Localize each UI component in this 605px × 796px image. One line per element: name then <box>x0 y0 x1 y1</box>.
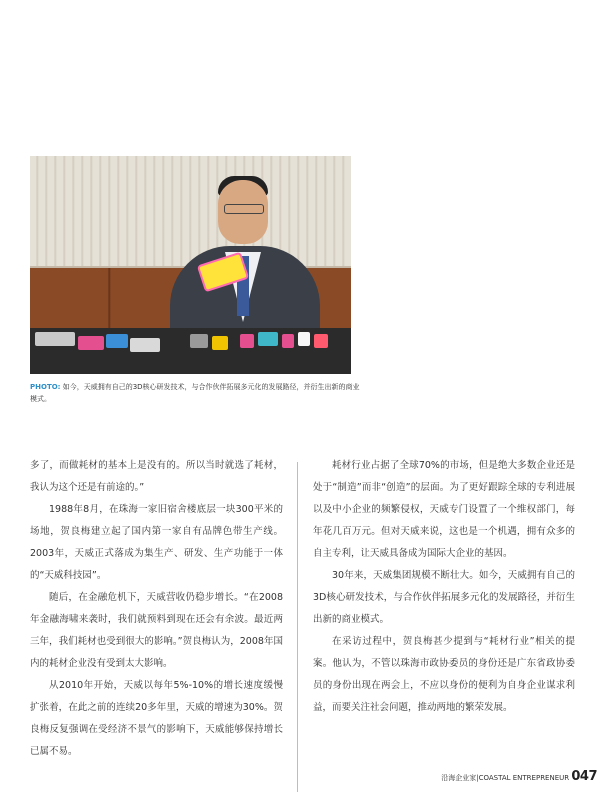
window-blinds <box>30 156 351 266</box>
portrait-photo <box>30 156 351 374</box>
caption-text: 如今，天威拥有自己的3D核心研发技术，与合作伙伴拓展多元化的发展路径，并衍生出新的商业模式。 <box>30 383 360 403</box>
photo-caption <box>30 381 360 405</box>
column-divider <box>297 462 298 792</box>
paragraph: 从2010年开始，天威以每年5%-10%的增长速度缓慢扩张着，在此之前的连续20多年里，天威的增速为30%。贺良梅反复强调在受经济不景气的影响下，天威能够保持增长已属不易。 <box>30 680 283 757</box>
page-number: 047 <box>571 769 597 784</box>
paragraph: 多了，而做耗材的基本上是没有的。所以当时就选了耗材，我认为这个还是有前途的。” <box>30 460 283 493</box>
page-footer <box>441 769 597 784</box>
paragraph: 1988年8月，在珠海一家旧宿舍楼底层一块300平米的场地，贺良梅建立起了国内第一家自有品牌色带生产线。2003年，天威正式落成为集生产、研发、生产功能于一体的“天威科技园”。 <box>30 504 283 581</box>
paragraph: 耗材行业占据了全球70%的市场，但是绝大多数企业还是处于“制造”而非“创造”的层面。为了更好跟踪全球的专利进展以及中小企业的频繁侵权，天威专门设置了一个维权部门，每年花几百万元。但对天威来说，这也是一个机遇，拥有众多的自主专利，让天威具备成为国际大企业的基因。 <box>313 460 575 559</box>
cartridge-products <box>30 328 351 368</box>
paragraph: 在采访过程中，贺良梅甚少提到与“耗材行业”相关的提案。他认为，不管以珠海市政协委员的身份还是广东省政协委员的身份出现在两会上，不应以身份的便利为自身企业谋求利益，而要关注社会问题，推动两地的繁荣发展。 <box>313 636 575 713</box>
caption-tag: PHOTO: <box>30 383 61 391</box>
left-column <box>30 455 283 763</box>
magazine-name: 沿海企业家|COASTAL ENTREPRENEUR <box>441 774 570 782</box>
right-column <box>313 455 575 719</box>
glasses <box>224 204 264 214</box>
paragraph: 随后，在金融危机下，天威营收仍稳步增长。“在2008年金融海啸来袭时，我们就预料到现在还会有余波。最近两三年，我们耗材也受到很大的影响。”贺良梅认为，2008年国内的耗材企业没有受到太大影响。 <box>30 592 283 669</box>
paragraph: 30年来，天威集团规模不断壮大。如今，天威拥有自己的3D核心研发技术，与合作伙伴拓展多元化的发展路径，并衍生出新的商业模式。 <box>313 570 575 625</box>
